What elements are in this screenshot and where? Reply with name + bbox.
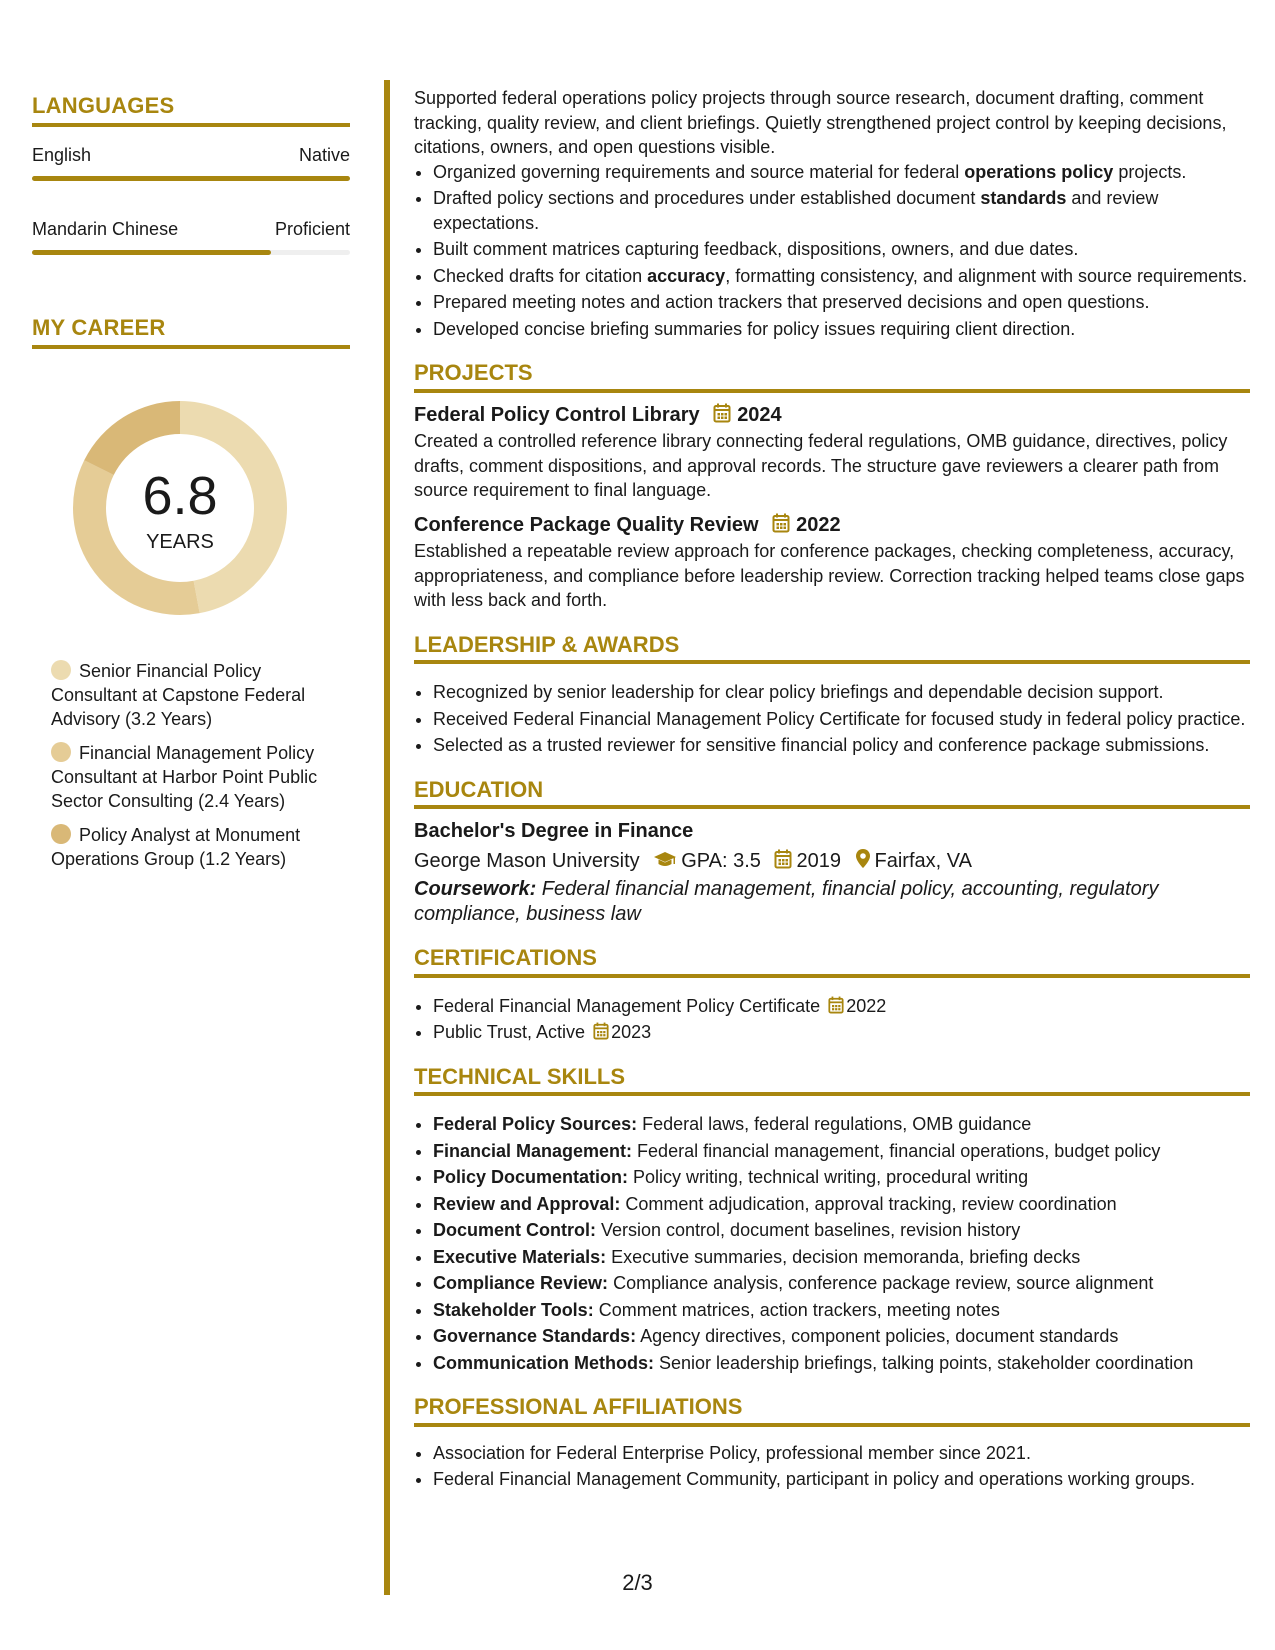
affiliation-item: • Association for Federal Enterprise Policy, professional member since 2021.: [433, 1441, 1250, 1466]
career-legend-label: Financial Management Policy Consultant at Harbor Point Public Sector Consulting (2.4 Years): [51, 743, 318, 811]
certification-name: Public Trust, Active: [433, 1022, 586, 1042]
calendar-icon: [713, 403, 731, 423]
education-year: 2019: [796, 849, 841, 872]
right-column: [414, 86, 1250, 1494]
leadership-item: • Selected as a trusted reviewer for sensitive financial policy and conference package submissions.: [433, 733, 1250, 758]
career-legend-label: Policy Analyst at Monument Operations Group (1.2 Years): [51, 825, 301, 869]
skill-item: • Policy Documentation: Policy writing, technical writing, procedural writing: [433, 1165, 1250, 1190]
skills-list: [414, 1112, 1250, 1375]
legend-dot: [51, 824, 71, 844]
calendar-icon: [772, 513, 790, 533]
language-name: English: [32, 145, 92, 165]
language-proficiency-bar: [32, 250, 350, 255]
project-name: Federal Policy Control Library: [414, 403, 700, 426]
project-item: [414, 513, 1250, 613]
affiliations-list: [414, 1441, 1250, 1492]
leadership-item: • Received Federal Financial Management Policy Certificate for focused study in federal policy practice.: [433, 707, 1250, 732]
education-coursework: [414, 877, 1250, 926]
experience-bullet: • Developed concise briefing summaries for policy issues requiring client direction.: [433, 317, 1250, 342]
certifications-list: [414, 994, 1250, 1045]
education-location: Fairfax, VA: [874, 849, 972, 872]
coursework-text: Federal financial management, financial policy, accounting, regulatory compliance, business law: [414, 878, 1159, 925]
legend-dot: [51, 660, 71, 680]
languages-heading: LANGUAGES: [32, 93, 350, 127]
education-degree: Bachelor's Degree in Finance: [414, 820, 694, 842]
skill-item: • Communication Methods: Senior leadership briefings, talking points, stakeholder coordination: [433, 1351, 1250, 1376]
leadership-heading: LEADERSHIP & AWARDS: [414, 633, 1250, 665]
career-heading: MY CAREER: [32, 315, 350, 349]
experience-bullet: • Checked drafts for citation accuracy, formatting consistency, and alignment with source requirements.: [433, 264, 1250, 289]
certifications-heading: CERTIFICATIONS: [414, 946, 1250, 978]
skill-item: • Document Control: Version control, document baselines, revision history: [433, 1218, 1250, 1243]
language-proficiency-fill: [32, 176, 350, 181]
project-description: Established a repeatable review approach for conference packages, checking completeness, accuracy, appropriateness, and compliance before leadership review. Correction tracking helped teams close gaps with less back and forth.: [414, 541, 1245, 610]
project-item: [414, 403, 1250, 503]
skill-item: • Review and Approval: Comment adjudication, approval tracking, review coordination: [433, 1192, 1250, 1217]
coursework-label: Coursework:: [414, 878, 537, 900]
skill-item: • Stakeholder Tools: Comment matrices, action trackers, meeting notes: [433, 1298, 1250, 1323]
project-year: 2024: [737, 403, 782, 426]
page-number: 2/3: [622, 1570, 653, 1595]
language-proficiency-fill: [32, 250, 271, 255]
language-level: Proficient: [274, 219, 350, 239]
affiliations-heading: PROFESSIONAL AFFILIATIONS: [414, 1395, 1250, 1427]
skill-item: • Federal Policy Sources: Federal laws, federal regulations, OMB guidance: [433, 1112, 1250, 1137]
experience-bullet: • Drafted policy sections and procedures under established document standards and review expectations.: [433, 186, 1250, 235]
education-school: George Mason University: [414, 849, 640, 872]
education-gpa: GPA: 3.5: [681, 849, 761, 872]
education-item: [414, 819, 1250, 926]
career-donut-segment-3: [84, 401, 180, 475]
column-divider: [384, 80, 390, 1595]
project-description: Created a controlled reference library connecting federal regulations, OMB guidance, directives, policy drafts, comment dispositions, and approval records. The structure gave reviewers a clearer path from source requirement to final language.: [414, 431, 1228, 500]
skill-item: • Governance Standards: Agency directives, component policies, document standards: [433, 1324, 1250, 1349]
skill-item: • Financial Management: Federal financial management, financial operations, budget policy: [433, 1139, 1250, 1164]
career-legend-label: Senior Financial Policy Consultant at Capstone Federal Advisory (3.2 Years): [51, 661, 306, 729]
career-legend-item: [51, 659, 350, 731]
language-level: Native: [298, 145, 350, 165]
location-pin-icon: [855, 848, 871, 869]
experience-bullets: [414, 160, 1250, 342]
career-legend: [32, 659, 350, 871]
certification-year: 2023: [611, 1022, 652, 1042]
calendar-icon: [593, 1022, 609, 1040]
experience-bullet: • Prepared meeting notes and action trackers that preserved decisions and open questions.: [433, 290, 1250, 315]
certification-item: [433, 994, 1250, 1019]
legend-dot: [51, 742, 71, 762]
certification-item: [433, 1020, 1250, 1045]
leadership-list: [414, 680, 1250, 758]
language-item: [32, 219, 350, 255]
experience-bullet: • Built comment matrices capturing feedback, dispositions, owners, and due dates.: [433, 237, 1250, 262]
career-total-years: 6.8: [142, 466, 218, 526]
calendar-icon: [828, 996, 844, 1014]
career-years-unit: YEARS: [146, 531, 214, 553]
experience-bullet: • Organized governing requirements and source material for federal operations policy projects.: [433, 160, 1250, 185]
calendar-icon: [774, 849, 792, 869]
career-legend-item: [51, 823, 350, 871]
skill-item: • Executive Materials: Executive summaries, decision memoranda, briefing decks: [433, 1245, 1250, 1270]
experience-summary: Supported federal operations policy projects through source research, document drafting, comment tracking, quality review, and client briefings. Quietly strengthened project control by keeping decisions, citations, owners, and open questions visible.: [414, 88, 1227, 157]
left-column: [32, 93, 350, 881]
graduation-cap-icon: [653, 851, 677, 869]
projects-heading: PROJECTS: [414, 361, 1250, 393]
language-proficiency-bar: [32, 176, 350, 181]
language-item: [32, 145, 350, 181]
language-name: Mandarin Chinese: [32, 219, 179, 239]
skill-item: • Compliance Review: Compliance analysis, conference package review, source alignment: [433, 1271, 1250, 1296]
career-legend-item: [51, 741, 350, 813]
certification-name: Federal Financial Management Policy Certificate: [433, 995, 821, 1016]
career-donut-chart: [65, 393, 295, 623]
skills-heading: TECHNICAL SKILLS: [414, 1065, 1250, 1097]
leadership-item: • Recognized by senior leadership for clear policy briefings and dependable decision support.: [433, 680, 1250, 705]
project-year: 2022: [796, 513, 841, 536]
education-heading: EDUCATION: [414, 778, 1250, 810]
certification-year: 2022: [846, 995, 887, 1016]
affiliation-item: • Federal Financial Management Community, participant in policy and operations working groups.: [433, 1467, 1250, 1492]
project-name: Conference Package Quality Review: [414, 513, 759, 536]
